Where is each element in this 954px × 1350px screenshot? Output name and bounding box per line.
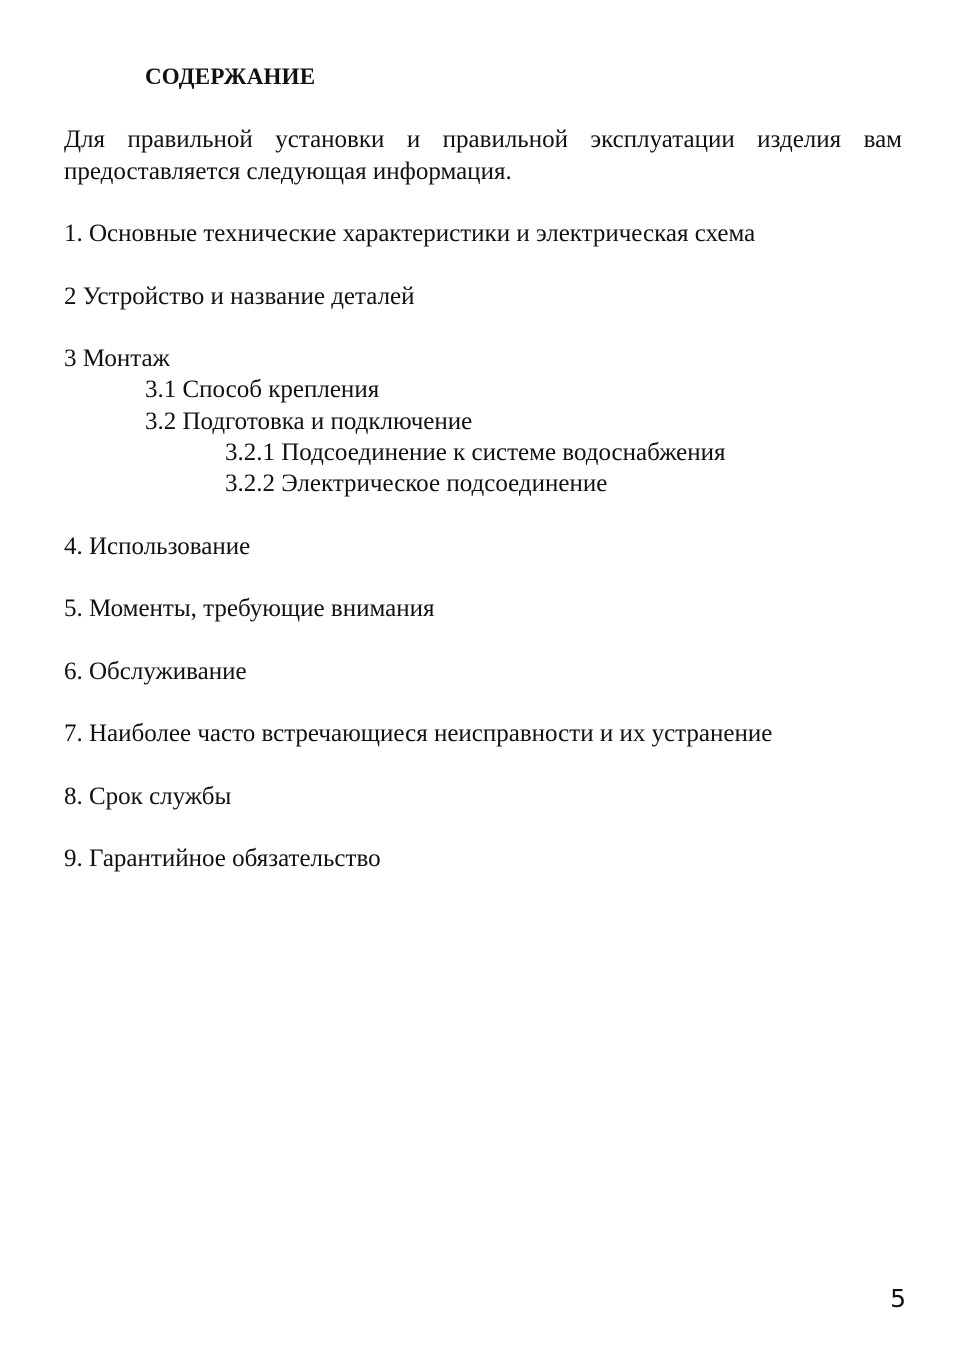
toc-subsubitem: 3.2.1 Подсоединение к системе водоснабжения [225, 439, 726, 466]
toc-item: 9. Гарантийное обязательство [64, 845, 381, 872]
toc-item: 4. Использование [64, 533, 251, 560]
page-title: СОДЕРЖАНИЕ [145, 64, 316, 89]
toc-subitem: 3.2 Подготовка и подключение [145, 408, 473, 435]
toc-item: 7. Наиболее часто встречающиеся неисправности и их устранение [64, 720, 773, 747]
toc-item: 6. Обслуживание [64, 658, 247, 685]
toc-item: 8. Срок службы [64, 783, 232, 810]
toc-item: 5. Моменты, требующие внимания [64, 595, 435, 622]
toc-item: 3 Монтаж [64, 345, 170, 372]
intro-paragraph: Для правильной установки и правильной эксплуатации изделия вам предоставляется следующая информация. [64, 126, 902, 185]
page-number: 5 [890, 1284, 906, 1313]
toc-subitem: 3.1 Способ крепления [145, 376, 380, 403]
toc-item: 1. Основные технические характеристики и электрическая схема [64, 220, 756, 247]
toc-subsubitem: 3.2.2 Электрическое подсоединение [225, 470, 608, 497]
toc-item: 2 Устройство и название деталей [64, 283, 415, 310]
